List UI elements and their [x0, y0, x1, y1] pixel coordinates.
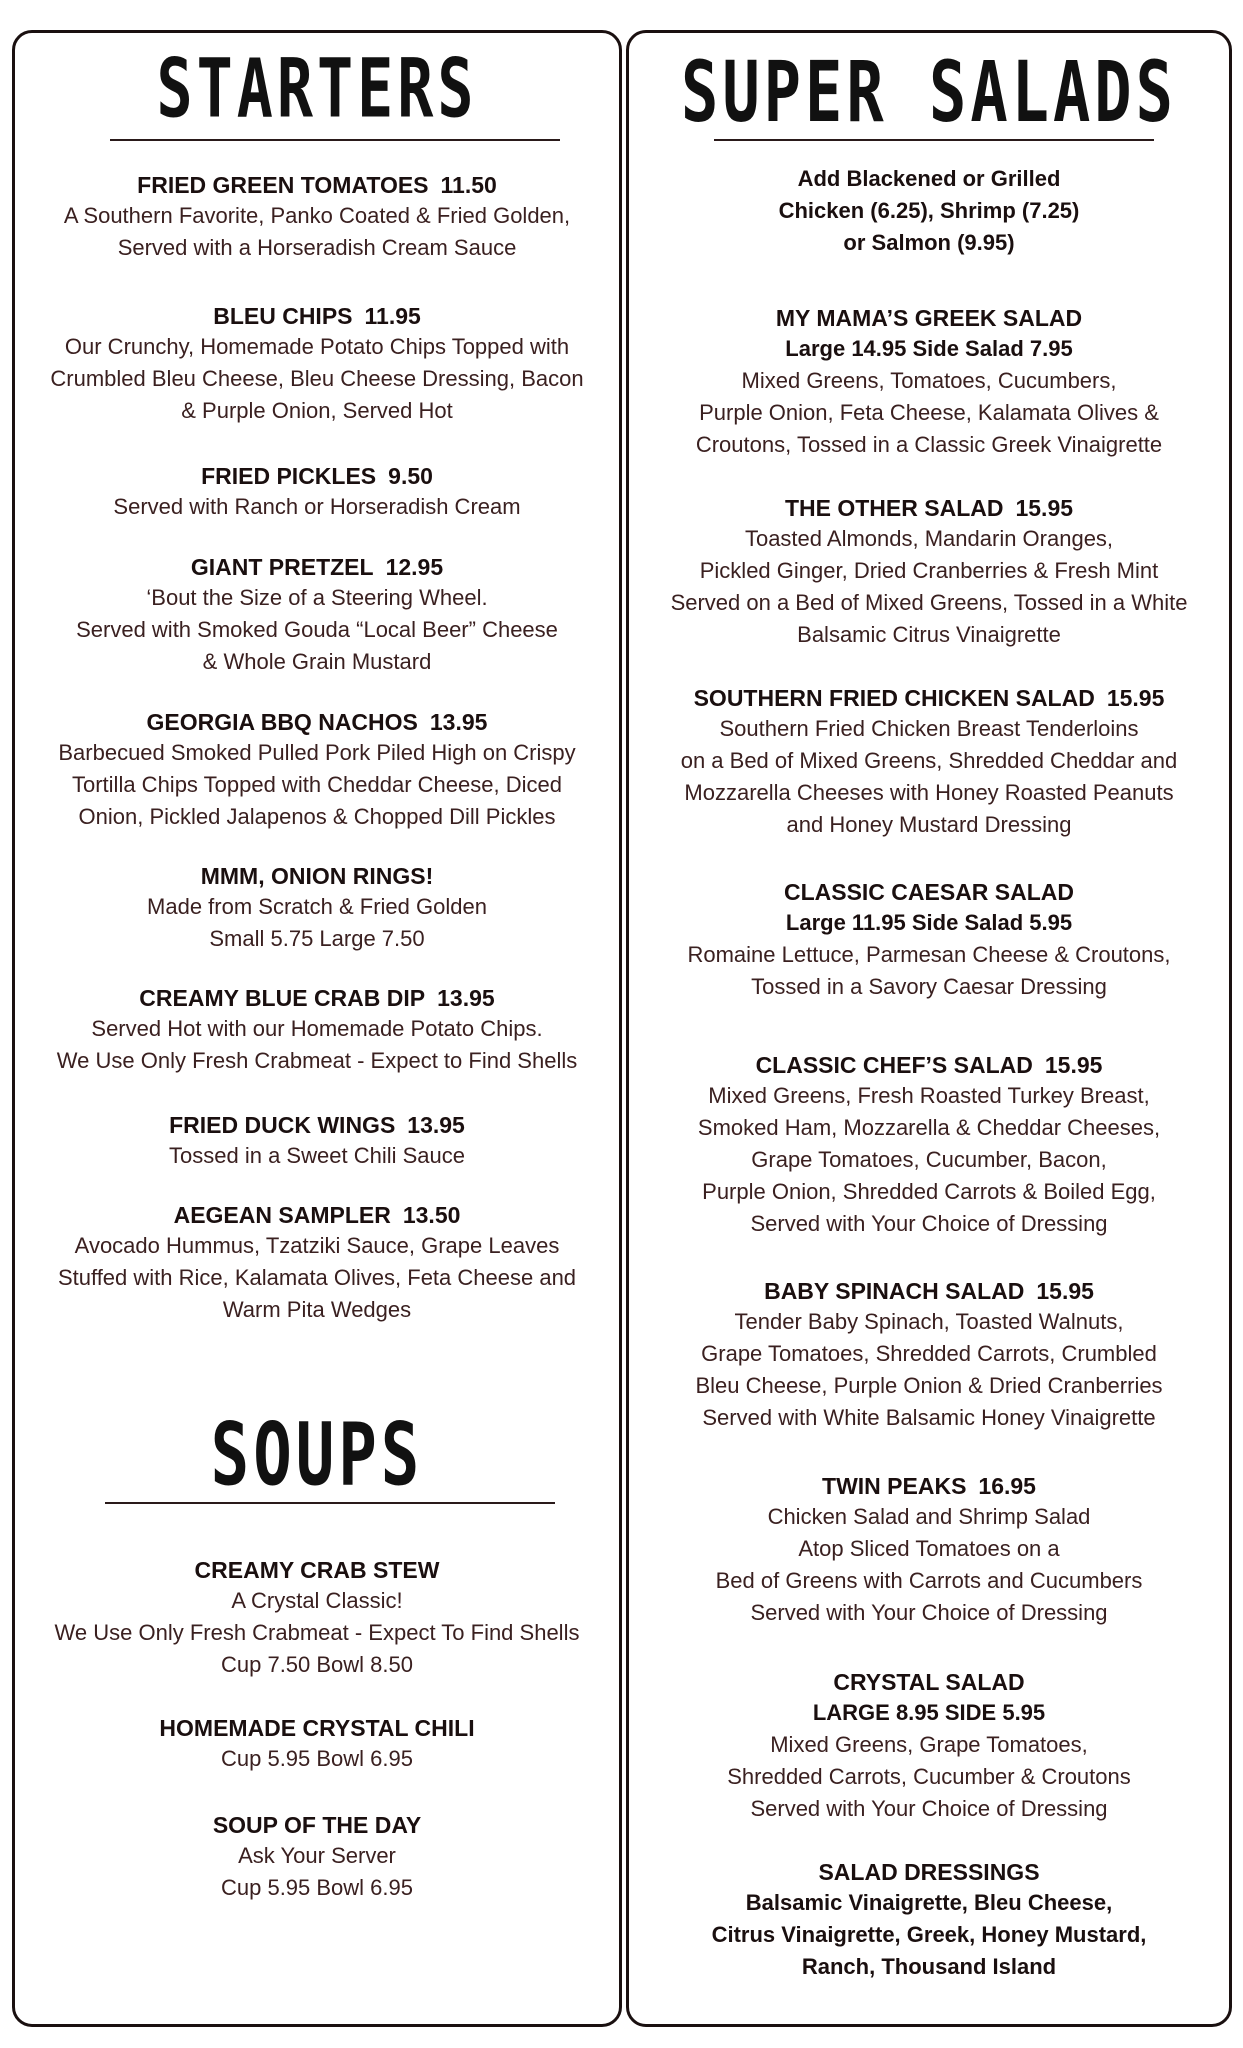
- menu-item: CREAMY BLUE CRAB DIP 13.95 Served Hot with our Homemade Potato Chips. We Use Only Fresh Crabmeat - Expect to Find Shells: [56, 985, 578, 1073]
- menu-item: GEORGIA BBQ NACHOS 13.95 Barbecued Smoked Pulled Pork Piled High on Crispy Tortilla Chips Topped with Cheddar Cheese, Diced Onion, Pickled Jalapenos & Chopped Dill Pickles: [58, 709, 576, 829]
- starters-divider: [110, 139, 560, 141]
- menu-item: FRIED GREEN TOMATOES 11.50 A Southern Favorite, Panko Coated & Fried Golden, Served with a Horseradish Cream Sauce: [63, 172, 571, 260]
- menu-item: MY MAMA’S GREEK SALAD Large 14.95 Side Salad 7.95 Mixed Greens, Tomatoes, Cucumbers, Purple Onion, Feta Cheese, Kalamata Olives & Croutons, Tossed in a Classic Greek Vinaigrette: [695, 305, 1163, 457]
- salads-title: SUPER SALADS: [681, 42, 1177, 142]
- menu-item: GIANT PRETZEL 12.95 ‘Bout the Size of a Steering Wheel. Served with Smoked Gouda “Local Beer” Cheese & Whole Grain Mustard: [76, 554, 558, 674]
- menu-item: TWIN PEAKS 16.95 Chicken Salad and Shrimp Salad Atop Sliced Tomatoes on a Bed of Greens with Carrots and Cucumbers Served with Your Choice of Dressing: [715, 1473, 1143, 1625]
- menu-item: BLEU CHIPS 11.95 Our Crunchy, Homemade Potato Chips Topped with Crumbled Bleu Cheese, Bleu Cheese Dressing, Bacon & Purple Onion, Served Hot: [50, 303, 584, 423]
- salads-divider: [714, 139, 1154, 141]
- menu-item: CREAMY CRAB STEW A Crystal Classic! We Use Only Fresh Crabmeat - Expect To Find Shells Cup 7.50 Bowl 8.50: [54, 1557, 580, 1677]
- menu-item: CLASSIC CAESAR SALAD Large 11.95 Side Salad 5.95 Romaine Lettuce, Parmesan Cheese & Croutons, Tossed in a Savory Caesar Dressing: [687, 879, 1171, 999]
- menu-item: SOUTHERN FRIED CHICKEN SALAD 15.95 Southern Fried Chicken Breast Tenderloins on a Bed of Mixed Greens, Shredded Cheddar and Mozzarella Cheeses with Honey Roasted Peanuts and Honey Mustard Dressing: [680, 685, 1178, 837]
- menu-item: THE OTHER SALAD 15.95 Toasted Almonds, Mandarin Oranges, Pickled Ginger, Dried Cranberries & Fresh Mint Served on a Bed of Mixed Greens, Tossed in a White Balsamic Citrus Vinaigrette: [670, 495, 1188, 647]
- menu-item: BABY SPINACH SALAD 15.95 Tender Baby Spinach, Toasted Walnuts, Grape Tomatoes, Shredded Carrots, Crumbled Bleu Cheese, Purple Onion & Dried Cranberries Served with White Balsamic Honey Vinaigrette: [695, 1278, 1163, 1430]
- menu-item: HOMEMADE CRYSTAL CHILI Cup 5.95 Bowl 6.95: [159, 1715, 475, 1771]
- starters-title: STARTERS: [156, 42, 478, 137]
- menu-item: FRIED PICKLES 9.50 Served with Ranch or Horseradish Cream: [113, 463, 521, 519]
- salads-panel: [626, 30, 1232, 2027]
- menu-item: CLASSIC CHEF’S SALAD 15.95 Mixed Greens, Fresh Roasted Turkey Breast, Smoked Ham, Mozzarella & Cheddar Cheeses, Grape Tomatoes, Cucumber, Bacon, Purple Onion, Shredded Carrots & Boiled Egg, Served with Your Choice of Dressing: [697, 1052, 1161, 1236]
- menu-item: SOUP OF THE DAY Ask Your Server Cup 5.95 Bowl 6.95: [212, 1812, 422, 1900]
- menu-item: FRIED DUCK WINGS 13.95 Tossed in a Sweet Chili Sauce: [169, 1112, 465, 1168]
- soups-title: SOUPS: [210, 1406, 424, 1507]
- salad-addon: Add Blackened or Grilled Chicken (6.25), Shrimp (7.25) or Salmon (9.95): [778, 166, 1080, 255]
- menu-item: CRYSTAL SALAD LARGE 8.95 SIDE 5.95 Mixed Greens, Grape Tomatoes, Shredded Carrots, Cucumber & Croutons Served with Your Choice of Dressing: [727, 1669, 1131, 1821]
- menu-item: MMM, ONION RINGS! Made from Scratch & Fried Golden Small 5.75 Large 7.50: [147, 863, 487, 951]
- menu-item: AEGEAN SAMPLER 13.50 Avocado Hummus, Tzatziki Sauce, Grape Leaves Stuffed with Rice, Kalamata Olives, Feta Cheese and Warm Pita Wedges: [57, 1202, 577, 1322]
- soups-divider: [105, 1502, 555, 1504]
- starters-soups-panel: [12, 30, 622, 2027]
- salad-dressings: SALAD DRESSINGS Balsamic Vinaigrette, Bleu Cheese, Citrus Vinaigrette, Greek, Honey Mustard, Ranch, Thousand Island: [711, 1859, 1147, 1979]
